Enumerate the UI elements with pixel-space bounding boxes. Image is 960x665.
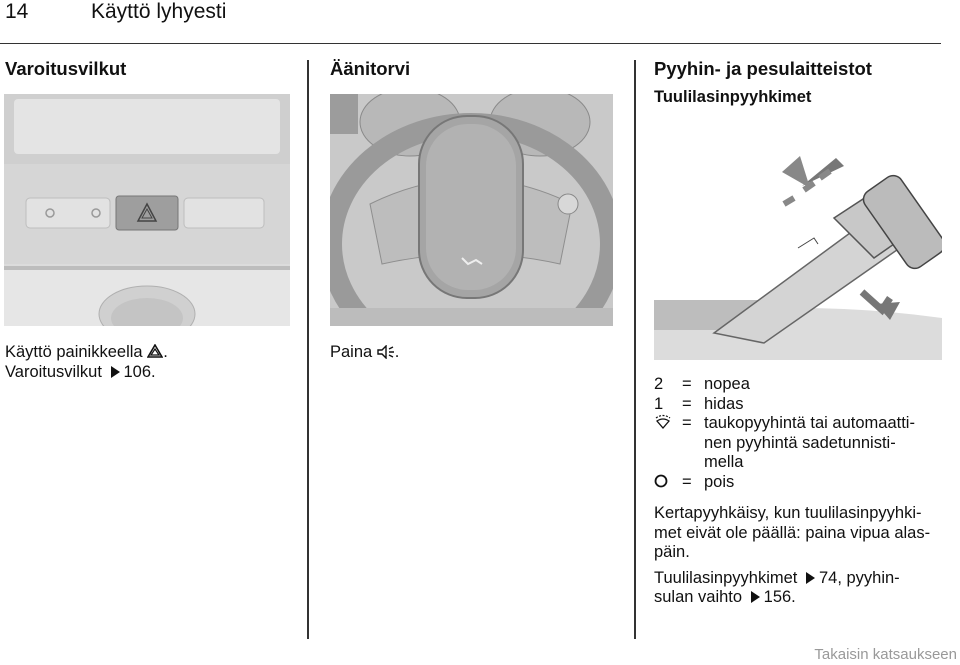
- legend-row-off: [654, 473, 944, 493]
- wiper-references-paragraph: [654, 569, 944, 608]
- off-circle-icon: [654, 473, 670, 489]
- para1-line2: met eivät ole päällä: paina vipua alas-: [654, 523, 931, 542]
- section-title-horn: Äänitorvi: [330, 58, 411, 79]
- hazard-panel-illustration: [4, 94, 290, 326]
- header-rule: [0, 43, 941, 44]
- legend-desc-intermittent-line2: nen pyyhintä sadetunnisti-: [704, 433, 896, 452]
- legend-desc-intermittent-line1: taukopyyhintä tai automaatti-: [704, 414, 915, 432]
- wiper-legend: [654, 375, 944, 608]
- wiper-lever-image: [654, 128, 942, 360]
- section-title-wipers: Pyyhin- ja pesulaitteistot: [654, 58, 872, 79]
- intermittent-wipe-icon: [654, 414, 672, 430]
- steering-wheel-illustration: [330, 94, 613, 326]
- chapter-title: Käyttö lyhyesti: [91, 0, 227, 23]
- single-wipe-paragraph: [654, 504, 944, 563]
- wiper-lever-illustration: [654, 128, 942, 360]
- hazard-text-line2: Varoitusvilkut: [5, 362, 102, 381]
- column-divider-2: [634, 60, 636, 639]
- legend-desc-slow: hidas: [704, 394, 744, 413]
- legend-key-intermittent: [654, 414, 682, 473]
- legend-desc-fast: nopea: [704, 375, 750, 393]
- page-header: [0, 0, 960, 46]
- legend-row-slow: [654, 395, 944, 415]
- legend-equals: =: [682, 375, 692, 393]
- column-wipers: [654, 58, 954, 108]
- legend-equals: =: [682, 394, 692, 413]
- legend-key-off: [654, 473, 682, 493]
- legend-key-2: 2: [654, 375, 664, 393]
- back-to-overview-link[interactable]: Takaisin katsaukseen: [814, 646, 957, 663]
- legend-equals: =: [682, 414, 692, 432]
- section-title-hazard: Varoitusvilkut: [5, 58, 127, 79]
- para2-line1: Tuulilasinpyyhkimet: [654, 568, 798, 587]
- legend-row-fast: [654, 375, 944, 395]
- blade-change-page-ref[interactable]: 156.: [763, 588, 796, 606]
- page-ref-arrow-icon: [751, 591, 760, 603]
- legend-desc-off: pois: [704, 472, 735, 491]
- wiper-page-ref[interactable]: 74, pyyhin-: [818, 568, 900, 587]
- page-number: 14: [5, 0, 29, 23]
- page-ref-arrow-icon: [806, 572, 815, 584]
- column-horn: [330, 58, 620, 80]
- legend-desc-intermittent-line3: mella: [704, 453, 744, 471]
- column-hazard-lights: [5, 58, 295, 80]
- column-divider-1: [307, 60, 309, 639]
- para2-line2: sulan vaihto: [654, 588, 743, 606]
- page-ref-arrow-icon: [111, 366, 120, 378]
- hazard-warning-icon: [147, 344, 163, 358]
- legend-row-intermittent: [654, 414, 944, 473]
- hazard-switch-image: [4, 94, 290, 326]
- para1-line1: Kertapyyhkäisy, kun tuulilasinpyyhki-: [654, 504, 922, 522]
- hazard-description: [5, 343, 300, 382]
- para1-line3: päin.: [654, 543, 690, 561]
- hazard-page-ref[interactable]: 106.: [123, 362, 156, 381]
- horn-description: [330, 343, 620, 363]
- horn-text-end: .: [394, 343, 400, 361]
- horn-text: Paina: [330, 343, 373, 361]
- legend-equals: =: [682, 472, 692, 491]
- hazard-text-line1: Käyttö painikkeella: [5, 343, 143, 361]
- steering-wheel-image: [330, 94, 613, 326]
- hazard-text-line1-end: .: [163, 343, 168, 361]
- horn-icon: [377, 345, 395, 359]
- legend-key-1: 1: [654, 394, 664, 413]
- section-subtitle-windscreen-wipers: Tuulilasinpyyhkimet: [654, 88, 812, 106]
- legend-desc-intermittent: [704, 414, 944, 473]
